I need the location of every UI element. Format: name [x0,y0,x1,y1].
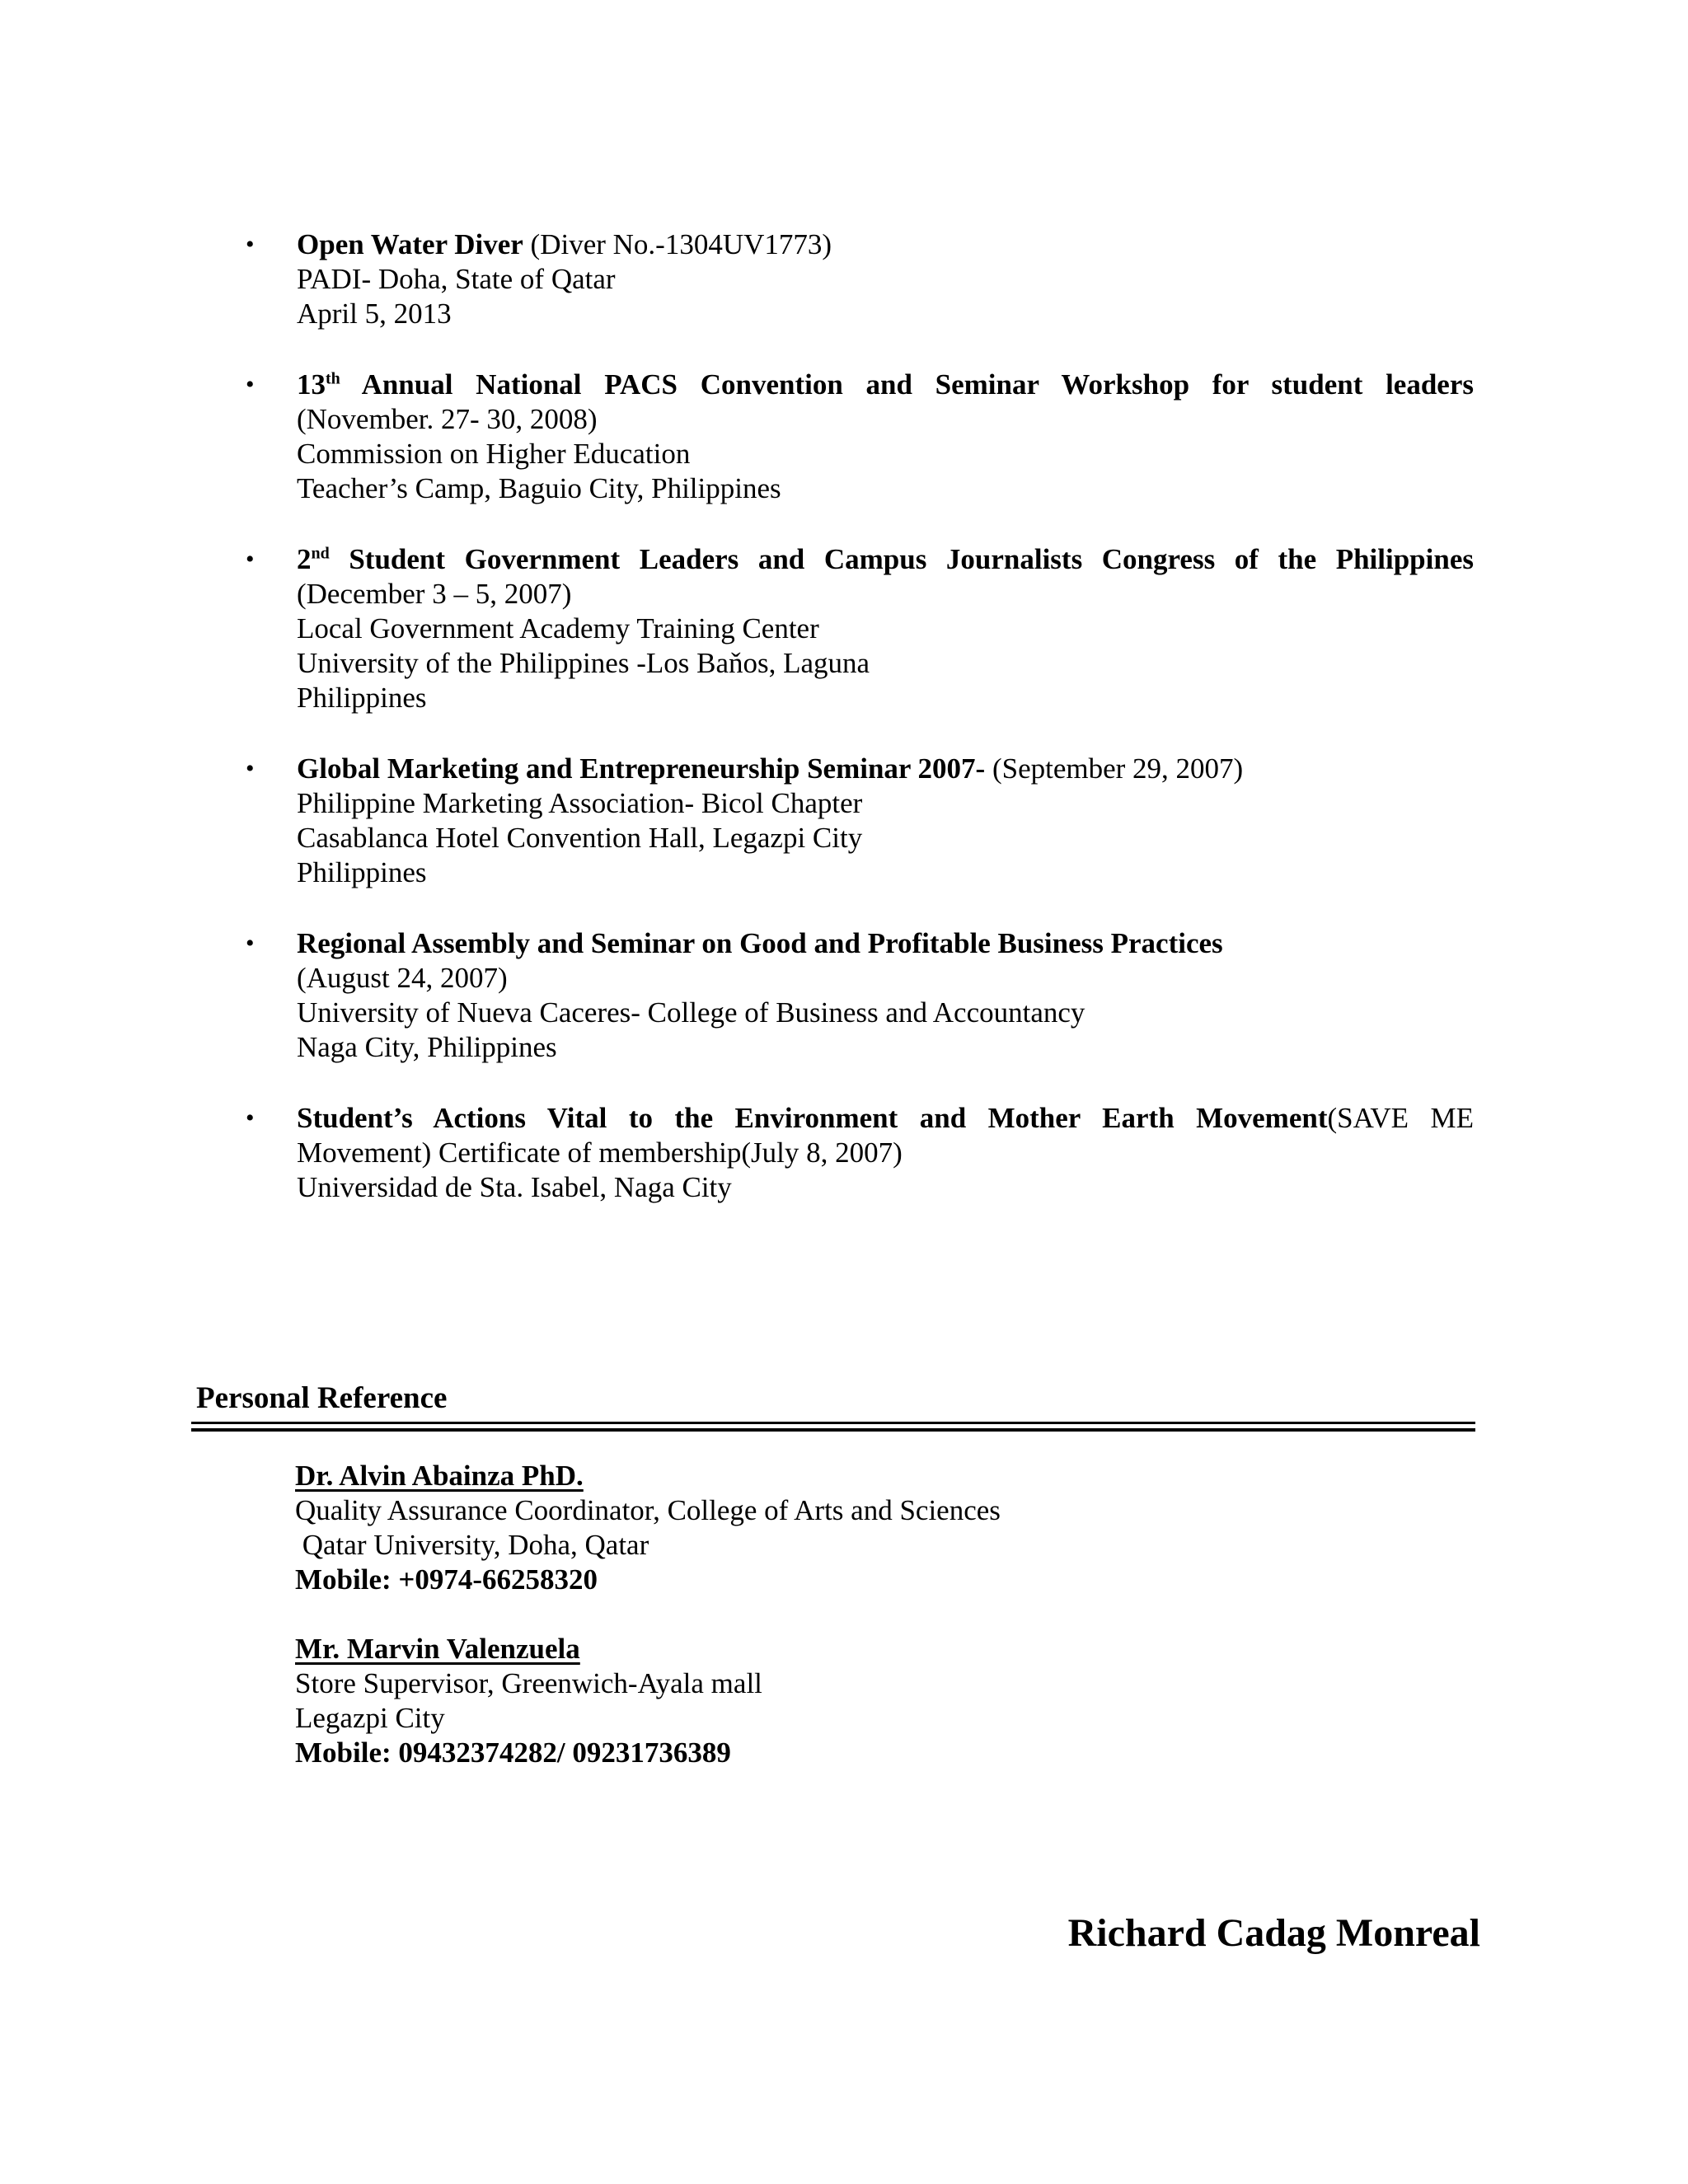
seminar-title-line [297,1101,1474,1136]
bullet-icon: • [246,755,255,782]
seminar-title: Annual National PACS Convention and Seminar Workshop for student leaders [340,368,1474,401]
reference-name-line [295,1459,1001,1493]
bullet-icon: • [246,231,255,258]
seminar-detail: (August 24, 2007) [297,962,508,994]
reference-name: Dr. Alvin Abainza PhD [295,1460,577,1492]
seminar-detail: April 5, 2013 [297,298,452,330]
seminar-title: Global Marketing and Entrepreneurship Seminar 2007- [297,752,986,785]
seminar-title: Regional Assembly and Seminar on Good and Profitable Business Practices [297,927,1223,959]
list-item [246,926,1474,1065]
signature-name: Richard Cadag Monreal [1067,1911,1480,1955]
seminar-detail: Philippine Marketing Association- Bicol Chapter [297,787,863,819]
reference-detail: Qatar University, Doha, Qatar [295,1529,649,1561]
reference-detail: Legazpi City [295,1702,445,1734]
reference-name: Mr. Marvin Valenzuela [295,1633,580,1665]
seminar-detail: University of the Philippines -Los Baňos, Laguna [297,647,870,679]
bullet-icon: • [246,930,255,957]
section-heading-personal-reference: Personal Reference [196,1381,448,1415]
list-item [246,368,1474,506]
seminar-detail: Local Government Academy Training Center [297,612,819,644]
reference-mobile: Mobile: +0974-66258320 [295,1563,598,1596]
seminar-title: Student’s Actions Vital to the Environment and Mother Earth Movement [297,1102,1328,1134]
seminar-ordinal: th [326,369,340,388]
reference-detail: Store Supervisor, Greenwich-Ayala mall [295,1667,762,1699]
seminar-title: Open Water Diver [297,228,523,260]
reference-mobile: Mobile: 09432374282/ 09231736389 [295,1736,731,1769]
seminar-title-line [297,752,1474,786]
seminar-detail: (November. 27- 30, 2008) [297,403,598,435]
seminar-detail: Philippines [297,856,427,888]
list-item [246,1101,1474,1205]
reference-name-period: . [576,1460,584,1492]
seminar-detail: University of Nueva Caceres- College of Business and Accountancy [297,996,1085,1029]
seminar-title-line [297,368,1474,402]
seminar-detail: Naga City, Philippines [297,1031,557,1063]
seminar-detail: Movement) Certificate of membership(July 8, 2007) [297,1137,903,1169]
reference-entry [295,1632,1001,1770]
seminar-title-line [297,542,1474,577]
reference-list [295,1459,1001,1805]
seminar-title-suffix: (Diver No.-1304UV1773) [523,228,832,260]
list-item [246,542,1474,715]
bullet-icon: • [246,371,255,398]
seminar-detail: Philippines [297,682,427,714]
seminar-title-suffix: (SAVE ME [1327,1102,1474,1134]
list-item [246,227,1474,331]
bullet-icon: • [246,546,255,573]
seminar-number: 13 [297,368,326,401]
seminar-title: Student Government Leaders and Campus Journalists Congress of the Philippines [329,543,1474,575]
list-item [246,752,1474,890]
seminars-list [246,227,1474,1241]
seminar-detail: Teacher’s Camp, Baguio City, Philippines [297,472,781,504]
seminar-detail: PADI- Doha, State of Qatar [297,263,616,295]
bullet-icon: • [246,1104,255,1132]
seminar-detail: Casablanca Hotel Convention Hall, Legazpi City [297,822,863,854]
reference-detail: Quality Assurance Coordinator, College of Arts and Sciences [295,1494,1001,1526]
seminar-number: 2 [297,543,312,575]
seminar-detail: (December 3 – 5, 2007) [297,578,572,610]
seminar-title-line [297,227,1474,262]
seminar-title-suffix: (September 29, 2007) [985,752,1244,785]
reference-entry [295,1459,1001,1597]
divider [191,1428,1475,1432]
seminar-detail: Commission on Higher Education [297,438,691,470]
seminar-ordinal: nd [311,544,330,563]
seminar-detail: Universidad de Sta. Isabel, Naga City [297,1171,732,1203]
divider [191,1422,1475,1424]
